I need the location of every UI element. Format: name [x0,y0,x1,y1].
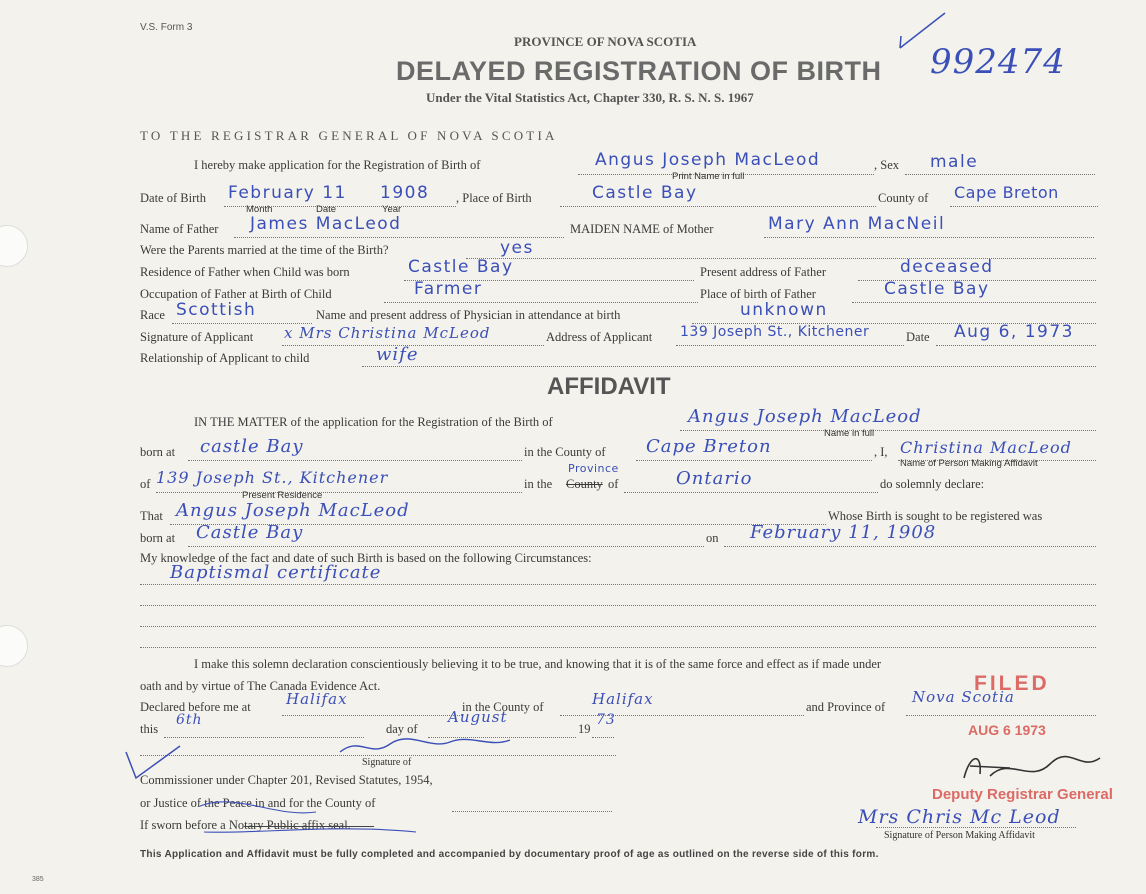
county2-value: Halifax [592,690,654,708]
pob-value: Castle Bay [592,183,698,203]
race-value: Scottish [176,300,257,320]
occupation-value: Farmer [414,279,483,299]
county-label: County of [878,191,929,205]
county-value: Cape Breton [954,183,1059,202]
declaration-text-2: oath and by virtue of The Canada Evidence Act. [140,679,381,693]
application-date-label: Date [906,330,930,344]
married-value: yes [500,238,534,258]
physician-value: unknown [740,300,828,320]
footer-code: 385 [32,876,44,883]
form-title: DELAYED REGISTRATION OF BIRTH [396,56,882,86]
mother-value: Mary Ann MacNeil [768,214,946,234]
footer-note: This Application and Affidavit must be fully completed and accompanied by documentary proof of age as outlined on the reverse side of this form. [140,849,879,860]
born-at-value: castle Bay [200,436,304,457]
declared-label: Declared before me at [140,700,251,714]
occupation-label: Occupation of Father at Birth of Child [140,287,332,301]
affidavit-name: Angus Joseph MacLeod [688,406,922,427]
day-value: 6th [176,712,203,728]
applicant-signature-label: Signature of Applicant [140,330,254,344]
name-hint: Print Name in full [672,171,745,182]
province2-value: Nova Scotia [912,688,1015,706]
registrar-stamp: Deputy Registrar General [932,786,1113,803]
child-name: Angus Joseph MacLeod [595,150,821,170]
application-date-value: Aug 6, 1973 [954,322,1074,342]
year-suffix: 73 [596,712,616,728]
matter-label: IN THE MATTER of the application for the Registration of the Birth of [194,415,553,429]
sex-label: , Sex [874,158,899,172]
i-label: , I, [874,445,888,459]
that-name: Angus Joseph MacLeod [176,500,410,521]
of-label: of [140,477,151,491]
affidavit-county-value: Cape Breton [646,436,772,457]
affidavit-heading: AFFIDAVIT [547,373,671,400]
physician-label: Name and present address of Physician in attendance at birth [316,308,621,322]
county2-label: in the County of [462,700,544,714]
affiant-signature: Mrs Chris Mc Leod [858,806,1061,828]
father-pob-value: Castle Bay [884,279,990,299]
registrar-signature [950,744,1110,788]
punch-hole-bottom [0,625,28,667]
mother-label: MAIDEN NAME of Mother [570,222,714,236]
filed-stamp: FILED [974,672,1050,695]
month-value: August [448,708,508,726]
date-hint: Date [316,204,337,215]
affiant-signature-label: Signature of Person Making Affidavit [884,830,1035,841]
father-value: James MacLeod [250,214,402,234]
month-hint: Month [246,204,273,215]
filed-date: AUG 6 1973 [968,722,1046,738]
notary-text: If sworn before a Notary Public affix seal. [140,818,351,832]
province2-label: and Province of [806,700,886,714]
province-heading: PROVINCE OF NOVA SCOTIA [514,34,697,49]
residence-value: Castle Bay [408,257,514,277]
on-label: on [706,531,719,545]
signature-of-label: Signature of [362,757,412,768]
affidavit-province-value: Ontario [676,468,753,489]
declared-at-value: Halifax [286,690,348,708]
affidavit-county-label: in the County of [524,445,606,459]
intro-label: I hereby make application for the Registration of Birth of [194,158,481,172]
that-label: That [140,509,163,523]
affidavit-name-hint: Name in full [824,428,875,439]
province-insert: Province [568,462,619,475]
knowledge-label: My knowledge of the fact and date of such Birth is based on the following Circumstances: [140,551,592,565]
checkmark-icon [895,8,955,53]
commissioner-signature [330,734,520,760]
whose-birth-label: Whose Birth is sought to be registered was [828,509,1043,523]
form-subtitle: Under the Vital Statistics Act, Chapter 330, R. S. N. S. 1967 [426,90,754,105]
pob-label: , Place of Birth [456,191,532,205]
residence-label: Residence of Father when Child was born [140,265,350,279]
in-the-label: in the [524,477,553,491]
this-label: this [140,722,159,736]
punch-hole-top [0,225,28,267]
affidavit-residence: 139 Joseph St., Kitchener [156,468,389,487]
father-pob-label: Place of birth of Father [700,287,816,301]
on-date-value: February 11, 1908 [750,522,937,543]
county-struck: County [566,477,603,491]
year-prefix: 19 [578,722,591,736]
applicant-address-value: 139 Joseph St., Kitchener [680,324,870,340]
present-address-value: deceased [900,257,994,277]
married-label: Were the Parents married at the time of the Birth? [140,243,389,257]
declaration-text-1: I make this solemn declaration conscientiously believing it to be true, and knowing that it is of the same force and effect as if made under [194,657,882,671]
father-label: Name of Father [140,222,219,236]
applicant-address-label: Address of Applicant [546,330,653,344]
dob-year: 1908 [380,183,430,203]
born-at-label: born at [140,445,176,459]
circumstances-value: Baptismal certificate [170,562,382,583]
residence-hint: Present Residence [242,490,323,501]
present-address-label: Present address of Father [700,265,827,279]
of2-label: of [608,477,619,491]
declare-label: do solemnly declare: [880,477,985,491]
born-at2-value: Castle Bay [196,522,304,543]
dob-label: Date of Birth [140,191,206,205]
relationship-value: wife [376,344,419,365]
day-of-label: day of [386,722,418,736]
relationship-label: Relationship of Applicant to child [140,351,310,365]
addressee: TO THE REGISTRAR GENERAL OF NOVA SCOTIA [140,128,558,143]
declarant-name: Christina MacLeod [900,438,1072,457]
registration-number: 992474 [930,42,1066,82]
dob-month-day: February 11 [228,183,347,203]
year-hint: Year [382,204,402,215]
born-at2-label: born at [140,531,176,545]
applicant-signature: x Mrs Christina McLeod [284,324,491,342]
bracket-mark [196,790,426,840]
sex-value: male [930,152,979,172]
commissioner-text: Commissioner under Chapter 201, Revised Statutes, 1954, [140,773,433,787]
race-label: Race [140,308,165,322]
form-code: V.S. Form 3 [140,22,193,33]
declarant-hint: Name of Person Making Affidavit [900,458,1038,469]
justice-text: or Justice of the Peace in and for the County of [140,796,376,810]
